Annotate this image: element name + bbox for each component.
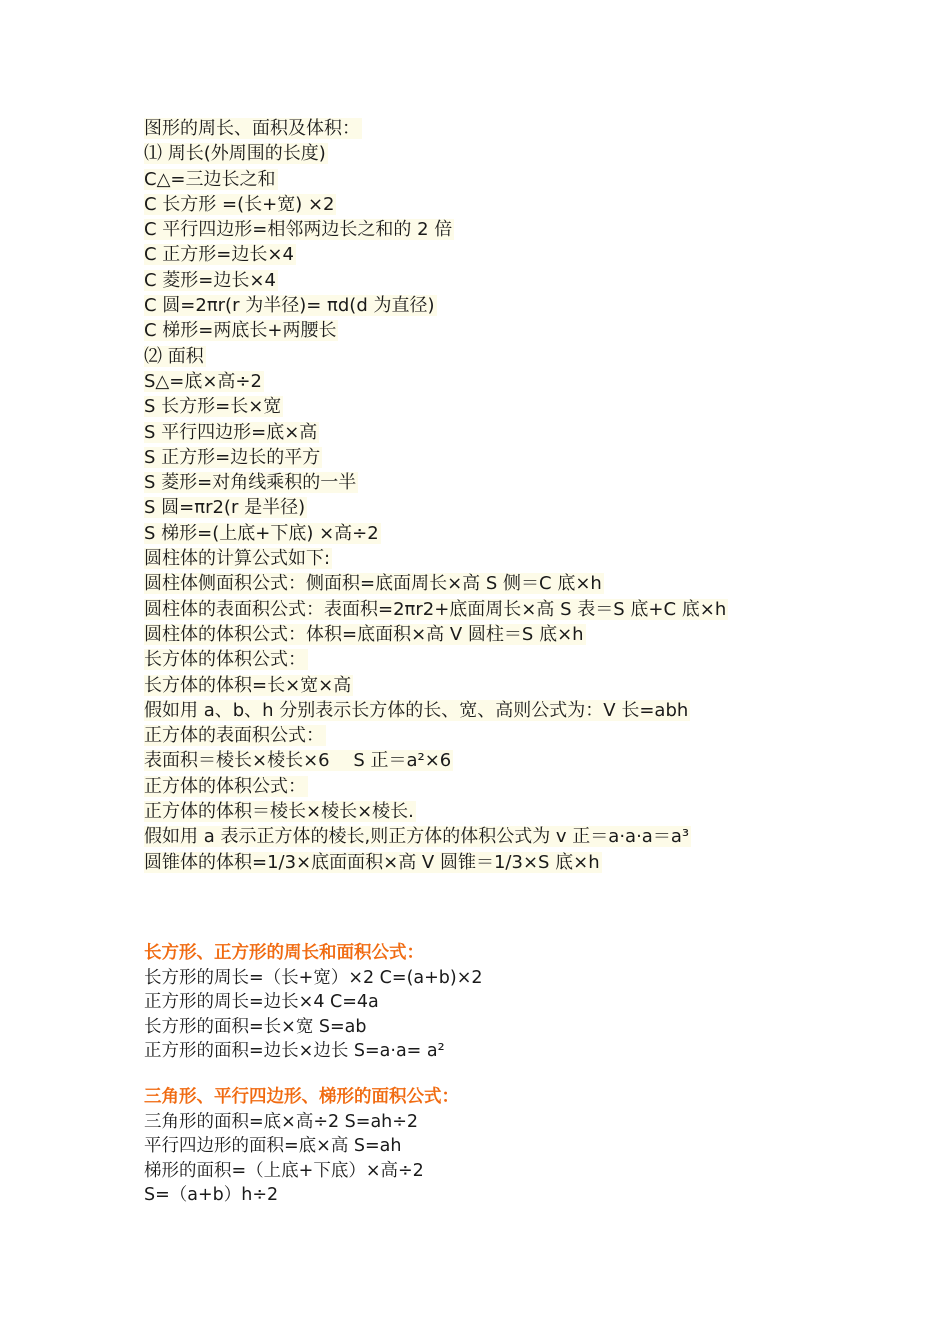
formula-line: 正方形的周长=边长×4 C=4a (144, 992, 379, 1012)
formula-line: 正方体的体积公式： (144, 775, 306, 797)
formula-line: S 菱形=对角线乘积的一半 (144, 472, 357, 494)
section-heading: 三角形、平行四边形、梯形的面积公式： (144, 1087, 459, 1107)
formula-line: 图形的周长、面积及体积： (144, 118, 360, 139)
formula-line: ⑵ 面积 (144, 345, 204, 367)
formula-line: ⑴ 周长(外周围的长度) (144, 143, 326, 165)
formula-line: C 梯形=两底长+两腰长 (144, 320, 337, 342)
formula-line: 正方体的体积＝棱长×棱长×棱长. (144, 801, 414, 823)
formula-line: 假如用 a 表示正方体的棱长,则正方体的体积公式为 v 正＝a·a·a＝a³ (144, 826, 690, 848)
formula-line: 圆柱体的表面积公式：表面积=2πr2+底面周长×高 S 表＝S 底+C 底×h (144, 598, 727, 620)
formula-line: 长方形的周长=（长+宽）×2 C=(a+b)×2 (144, 967, 483, 988)
formula-line: 长方形的面积=长×宽 S=ab (144, 1016, 367, 1037)
formula-line: S 正方形=边长的平方 (144, 446, 321, 468)
section-heading: 长方形、正方形的周长和面积公式： (144, 943, 424, 963)
formula-line: 圆柱体的计算公式如下: (144, 548, 331, 570)
formula-line: S 梯形=(上底+下底) ×高÷2 (144, 522, 379, 544)
formula-line: 长方体的体积=长×宽×高 (144, 674, 352, 696)
formula-line: 正方形的面积=边长×边长 S=a·a= a² (144, 1041, 445, 1061)
formula-line: S 平行四边形=底×高 (144, 421, 318, 443)
formula-line: C 菱形=边长×4 (144, 269, 276, 291)
formula-line: S△=底×高÷2 (144, 370, 262, 392)
formula-line: 圆柱体侧面积公式：侧面积=底面周长×高 S 侧＝C 底×h (144, 573, 602, 595)
formula-line: S=（a+b）h÷2 (144, 1185, 279, 1205)
formula-line: C 长方形 =(长+宽) ×2 (144, 193, 335, 215)
formula-line: 假如用 a、b、h 分别表示长方体的长、宽、高则公式为：V 长=abh (144, 699, 689, 721)
formula-line: S 长方形=长×宽 (144, 396, 282, 418)
formula-line: C 圆=2πr(r 为半径)= πd(d 为直径) (144, 295, 435, 317)
formula-line: C△=三边长之和 (144, 168, 276, 190)
formula-line: 平行四边形的面积=底×高 S=ah (144, 1136, 402, 1156)
section-rectangle-square (144, 941, 844, 1064)
section-triangle-parallelogram-trapezoid (144, 1085, 844, 1208)
formula-line: 圆锥体的体积=1/3×底面面积×高 V 圆锥＝1/3×S 底×h (144, 851, 600, 873)
formula-block-perimeter-area-volume (144, 116, 844, 875)
formula-line: C 正方形=边长×4 (144, 244, 294, 266)
formula-line: C 平行四边形=相邻两边长之和的 2 倍 (144, 219, 453, 241)
formula-line: 梯形的面积=（上底+下底）×高÷2 (144, 1160, 424, 1181)
formula-line: 正方体的表面积公式： (144, 725, 324, 747)
formula-line: S 圆=πr2(r 是半径) (144, 497, 306, 519)
formula-line: 圆柱体的体积公式：体积=底面积×高 V 圆柱＝S 底×h (144, 623, 584, 645)
formula-line: 三角形的面积=底×高÷2 S=ah÷2 (144, 1111, 419, 1132)
formula-line: 表面积＝棱长×棱长×6 S 正＝a²×6 (144, 750, 452, 772)
formula-line: 长方体的体积公式： (144, 649, 306, 671)
